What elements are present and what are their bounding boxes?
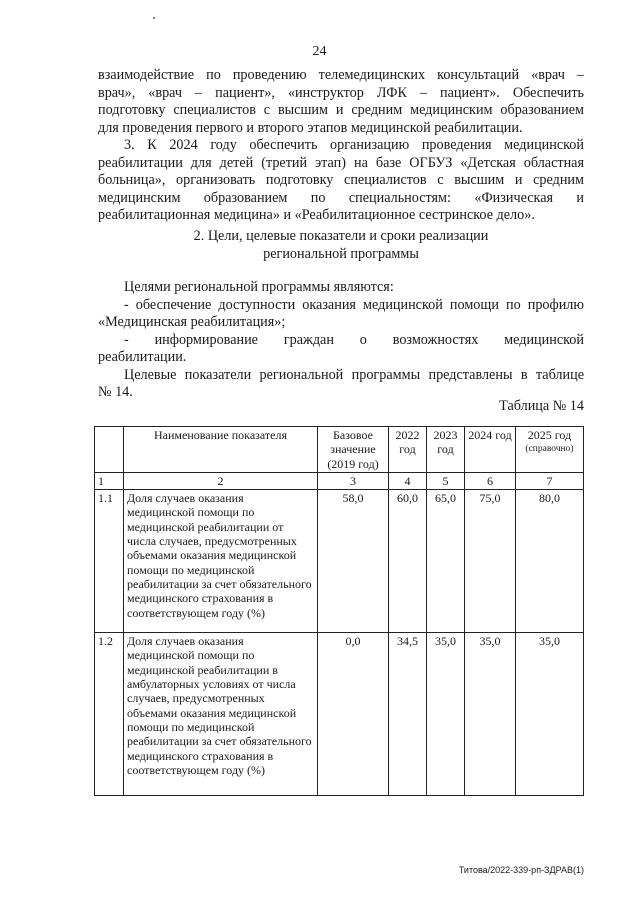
header-2022: 2022 год	[389, 427, 427, 473]
index-cell: 5	[427, 472, 465, 489]
row-2024: 35,0	[465, 633, 516, 796]
header-2023: 2023 год	[427, 427, 465, 473]
body-paragraphs-top	[98, 67, 584, 225]
table-caption: Таблица № 14	[499, 398, 584, 414]
paragraph-line: реабилитации для детей (третий этап) на базе ОГБУЗ «Детская областная	[98, 154, 584, 171]
paragraph-line: Целями региональной программы являются:	[124, 279, 394, 295]
paragraph-line: - информирование граждан о возможностях медицинской	[124, 331, 584, 348]
header-2025	[516, 427, 584, 473]
row-name: Доля случаев оказания медицинской помощи по медицинской реабилитации от числа случаев, предусмотренных объемами оказания медицинской помощи по медицинской реабилитации за счет обязательного медицинского страхования в соответствующем году (%)	[124, 490, 318, 633]
paragraph-line: 3. К 2024 году обеспечить организацию проведения медицинской	[124, 137, 584, 153]
paragraph-line: реабилитационная медицина» и «Реабилитационное сестринское дело».	[98, 207, 535, 223]
paragraph-line: «Медицинская реабилитация»;	[98, 314, 286, 330]
paragraph-line: медицинским образованием по специальностям: «Физическая и	[98, 189, 584, 206]
row-base: 0,0	[318, 633, 389, 796]
page-number: 24	[312, 44, 327, 59]
paragraph-line: реабилитации.	[98, 349, 187, 365]
row-2023: 65,0	[427, 490, 465, 633]
paragraph-line: больница», организовать подготовку специалистов с высшим и средним	[98, 172, 584, 188]
index-cell: 4	[389, 472, 427, 489]
paragraph-line: - обеспечение доступности оказания медицинской помощи по профилю	[124, 296, 584, 313]
index-cell: 3	[318, 472, 389, 489]
header-base: Базовое значение (2019 год)	[318, 427, 389, 473]
row-base: 58,0	[318, 490, 389, 633]
section-heading-line-2: региональной программы	[263, 245, 419, 262]
header-2025-label: 2025 год	[527, 428, 572, 442]
row-num: 1.2	[95, 633, 124, 796]
index-cell: 7	[516, 472, 584, 489]
row-num: 1.1	[95, 490, 124, 633]
index-cell: 1	[95, 472, 124, 489]
row-2022: 60,0	[389, 490, 427, 633]
section-heading-line-1: 2. Цели, целевые показатели и сроки реализации	[193, 228, 489, 244]
row-2023: 35,0	[427, 633, 465, 796]
paragraph-line: врач», «врач – пациент», «инструктор ЛФК – пациент». Обеспечить	[98, 84, 584, 101]
header-2024: 2024 год	[465, 427, 516, 473]
index-cell: 2	[124, 472, 318, 489]
table-row	[95, 633, 584, 796]
header-name: Наименование показателя	[124, 427, 318, 473]
indicators-table	[94, 426, 584, 796]
body-paragraphs-goals	[98, 279, 584, 402]
row-2024: 75,0	[465, 490, 516, 633]
table-row	[95, 490, 584, 633]
header-num	[95, 427, 124, 473]
row-2025: 80,0	[516, 490, 584, 633]
paragraph-line: подготовку специалистов с высшим и средним медицинским образованием	[98, 102, 584, 118]
row-2022: 34,5	[389, 633, 427, 796]
paragraph-line: Целевые показатели региональной программы представлены в таблице	[124, 366, 584, 383]
header-2025-note: (справочно)	[525, 444, 574, 455]
table-index-row	[95, 472, 584, 489]
row-name: Доля случаев оказания медицинской помощи по медицинской реабилитации в амбулаторных условиях от числа случаев, предусмотренных объемами оказания медицинской помощи по медицинской реабилитации за счет обязательного медицинского страхования в соответствующем году (%)	[124, 633, 318, 796]
table-header-row	[95, 427, 584, 473]
row-2025: 35,0	[516, 633, 584, 796]
document-footer-code: Титова/2022-339-рп-ЗДРАВ(1)	[458, 865, 584, 875]
paragraph-line: взаимодействие по проведению телемедицинских консультаций «врач –	[98, 67, 584, 83]
paragraph-line: для проведения первого и второго этапов медицинской реабилитации.	[98, 119, 523, 136]
paragraph-line: № 14.	[98, 384, 133, 400]
section-heading	[98, 228, 584, 263]
index-cell: 6	[465, 472, 516, 489]
scan-speck	[153, 17, 155, 19]
